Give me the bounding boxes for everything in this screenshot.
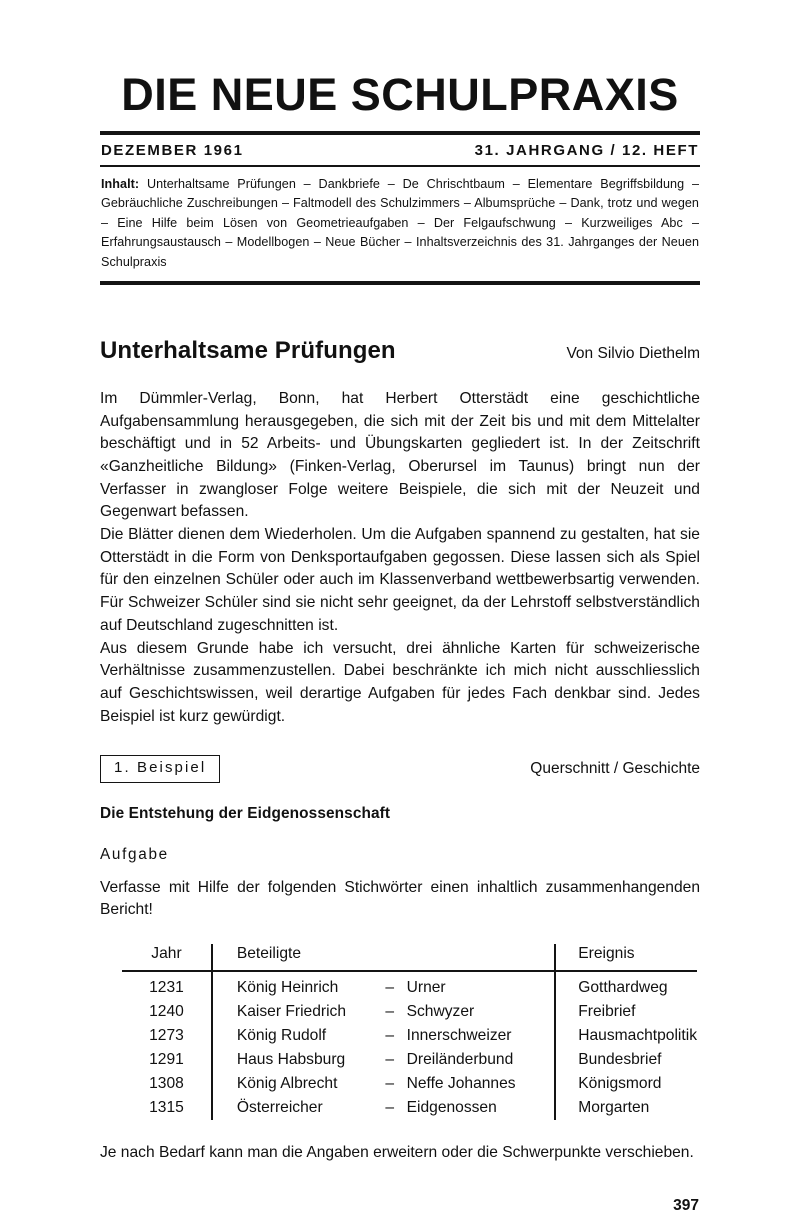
cell-year: 1273 — [149, 1026, 184, 1044]
masthead — [100, 0, 700, 285]
column-header-dash-spacer — [385, 944, 406, 970]
closing-paragraph: Je nach Bedarf kann man die Angaben erweitern oder die Schwerpunkte verschieben. — [100, 1143, 694, 1161]
cell-party-b: Innerschweizer — [406, 1026, 512, 1044]
cell-party-a: Haus Habsburg — [236, 1050, 346, 1068]
article-author: Von Silvio Diethelm — [566, 344, 700, 362]
table-row — [122, 1096, 697, 1120]
page-number: 397 — [673, 1196, 699, 1214]
example-number-badge: 1. Beispiel — [100, 755, 220, 783]
article-paragraph-3: Aus diesem Grunde habe ich versucht, drei ähnliche Karten für schweizerische Verhältnisse zusammenzustellen. Dabei beschränkte ich mich nicht ausschliesslich auf Geschichtswissen, weil derartige Aufgaben für jedes Fach denkbar sind. Jedes Beispiel ist kurz gewürdigt. — [100, 639, 700, 725]
contents-block — [100, 167, 700, 281]
table-row — [122, 1000, 697, 1024]
cell-event: Morgarten — [578, 1098, 650, 1116]
cell-party-b: Urner — [406, 978, 446, 996]
cell-party-a: König Albrecht — [236, 1074, 338, 1092]
cell-party-a: Kaiser Friedrich — [236, 1002, 347, 1020]
cell-event: Königsmord — [578, 1074, 662, 1092]
contents-text: Unterhaltsame Prüfungen – Dankbriefe – De Chrischtbaum – Elementare Begriffsbildung – Gebräuchliche Zuschreibungen – Faltmodell des Schulzimmers – Albumsprüche – Dank, trotz und wegen – Eine Hilfe beim Lösen von Geometrieaufgaben – Der Felgaufschwung – Kurzweiliges Abc – Erfahrungsaustausch – Modellbogen – Neue Bücher – Inhaltsverzeichnis des 31. Jahrganges der Neuen Schulpraxis — [101, 177, 699, 269]
issue-volume: 31. JAHRGANG / 12. HEFT — [474, 142, 699, 159]
article-title: Unterhaltsame Prüfungen — [100, 336, 396, 364]
cell-dash: – — [385, 1098, 395, 1116]
cell-year: 1291 — [149, 1050, 184, 1068]
issue-date: DEZEMBER 1961 — [101, 142, 244, 159]
cell-party-a: König Heinrich — [236, 978, 339, 996]
article — [100, 285, 700, 1215]
history-table-wrapper — [122, 944, 697, 1120]
cell-party-b: Schwyzer — [406, 1002, 475, 1020]
task-label: Aufgabe — [100, 845, 169, 863]
cell-event: Bundesbrief — [578, 1050, 662, 1068]
table-header-row — [122, 944, 697, 970]
cell-dash: – — [385, 1002, 395, 1020]
cell-party-b: Eidgenossen — [406, 1098, 497, 1116]
column-header-event: Ereignis — [578, 944, 635, 962]
cell-party-b: Dreiländerbund — [406, 1050, 514, 1068]
journal-title: DIE NEUE SCHULPRAXIS — [121, 69, 679, 120]
cell-dash: – — [385, 978, 395, 996]
contents-label: Inhalt: — [101, 177, 140, 191]
example-header — [100, 755, 700, 783]
cell-party-b: Neffe Johannes — [406, 1074, 516, 1092]
cell-year: 1308 — [149, 1074, 184, 1092]
cell-dash: – — [385, 1074, 395, 1092]
issue-line — [100, 135, 700, 165]
column-header-parties: Beteiligte — [236, 944, 301, 962]
history-table — [122, 944, 697, 1120]
example-subtitle: Die Entstehung der Eidgenossenschaft — [100, 804, 391, 822]
cell-event: Hausmachtpolitik — [578, 1026, 697, 1044]
cell-event: Freibrief — [578, 1002, 636, 1020]
cell-party-a: Österreicher — [236, 1098, 323, 1116]
cell-year: 1231 — [149, 978, 184, 996]
table-row — [122, 972, 697, 1000]
cell-event: Gotthardweg — [578, 978, 668, 996]
example-topic: Querschnitt / Geschichte — [530, 760, 700, 778]
cell-party-a: König Rudolf — [236, 1026, 327, 1044]
column-header-year: Jahr — [151, 944, 182, 962]
cell-year: 1315 — [149, 1098, 184, 1116]
table-row — [122, 1072, 697, 1096]
table-head — [122, 944, 697, 970]
article-header — [100, 337, 700, 365]
article-paragraph-2: Die Blätter dienen dem Wiederholen. Um die Aufgaben spannend zu gestalten, hat sie Otterstädt in die Form von Denksportaufgaben gegossen. Diese lassen sich als Spiel für den einzelnen Schüler oder auch im Klassenverband wettbewerbsartig verwenden. Für Schweizer Schüler sind sie nicht sehr geeignet, da der Lehrstoff selbstverständlich auf Deutschland zugeschnitten ist. — [100, 526, 700, 634]
cell-dash: – — [385, 1050, 395, 1068]
table-row — [122, 1024, 697, 1048]
table-row — [122, 1048, 697, 1072]
column-header-parties-b — [407, 944, 555, 970]
article-paragraph-1: Im Dümmler-Verlag, Bonn, hat Herbert Otterstädt eine geschichtliche Aufgabensammlung herausgegeben, die sich mit der Zeit bis und mit dem Mittelalter beschäftigt und in 52 Arbeits- und Übungskarten gegliedert ist. In der Zeitschrift «Ganzheitliche Bildung» (Finken-Verlag, Oberursel im Taunus) bringt nun der Verfasser in zwangloser Folge weitere Beispiele, die sich mit der Neuzeit und Gegenwart befassen. — [100, 389, 700, 521]
cell-dash: – — [385, 1026, 395, 1044]
cell-year: 1240 — [149, 1002, 184, 1020]
task-text: Verfasse mit Hilfe der folgenden Stichwörter einen inhaltlich zusammenhangenden Bericht! — [100, 878, 700, 919]
table-body — [122, 970, 697, 1120]
